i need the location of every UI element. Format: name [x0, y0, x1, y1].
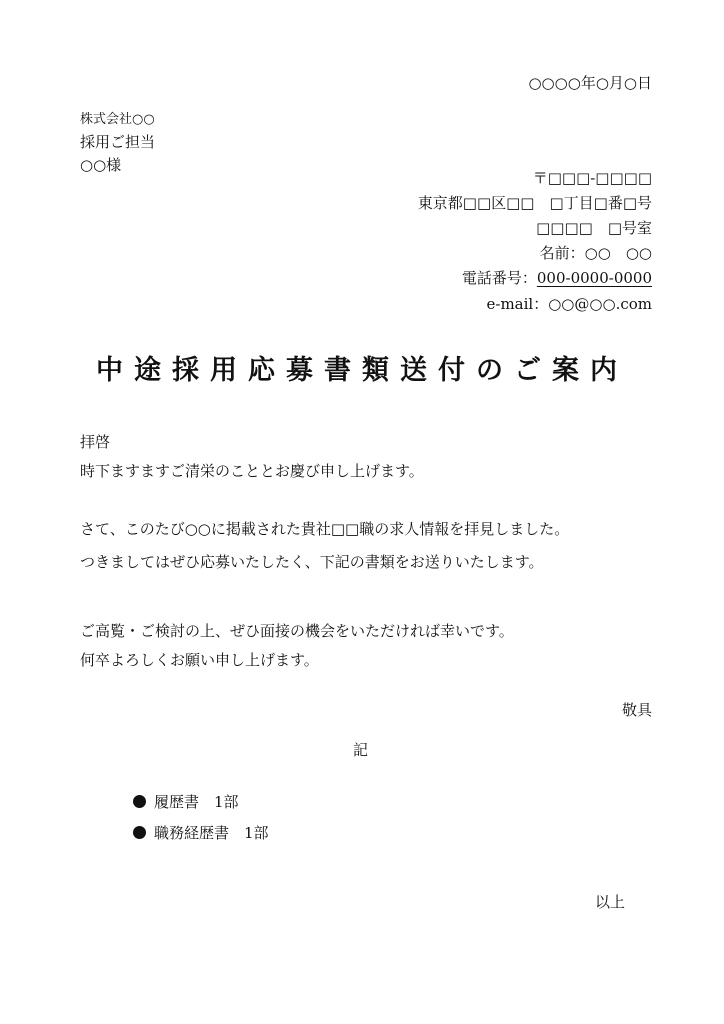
bullet-icon [133, 795, 146, 808]
enclosure-item-label: 職務経歴書 1部 [154, 824, 269, 842]
enclosure-heading: 記 [353, 741, 369, 759]
sender-name: 名前：○○ ○○ [539, 244, 652, 262]
enclosure-item [133, 792, 239, 812]
body-paragraph1-line2: つきましてはぜひ応募いたしたく、下記の書類をお送りいたします。 [80, 553, 544, 571]
enclosure-item [133, 823, 269, 843]
sender-phone: 000-0000-0000 [536, 269, 652, 287]
sender-phone-line [462, 268, 652, 288]
sender-email: e-mail：○○@○○.com [486, 295, 652, 313]
opening-word: 拝啓 [80, 433, 111, 451]
recipient-name: ○○様 [80, 156, 122, 174]
enclosure-item-label: 履歴書 1部 [154, 793, 239, 811]
sender-phone-label: 電話番号： [461, 269, 537, 287]
recipient-company: 株式会社○○ [80, 112, 155, 127]
enclosure-end: 以上 [594, 893, 625, 911]
letter-date: ○○○○年○月○日 [528, 74, 652, 92]
bullet-icon [133, 826, 146, 839]
document-title: 中途採用応募書類送付のご案内 [96, 355, 628, 386]
sender-postal: 〒□□□-□□□□ [532, 169, 652, 187]
sender-address-line1: 東京都□□区□□ □丁目□番□号 [417, 194, 652, 212]
body-paragraph1-line1: さて、このたび○○に掲載された貴社□□職の求人情報を拝見しました。 [80, 520, 570, 538]
sender-address-line2: □□□□ □号室 [536, 219, 652, 237]
greeting-line: 時下ますますご清栄のこととお慶び申し上げます。 [80, 462, 424, 480]
recipient-department: 採用ご担当 [80, 133, 156, 151]
body-paragraph2-line2: 何卒よろしくお願い申し上げます。 [80, 651, 319, 669]
body-paragraph2-line1: ご高覧・ご検討の上、ぜひ面接の機会をいただければ幸いです。 [80, 622, 514, 640]
closing-word: 敬具 [621, 701, 652, 719]
